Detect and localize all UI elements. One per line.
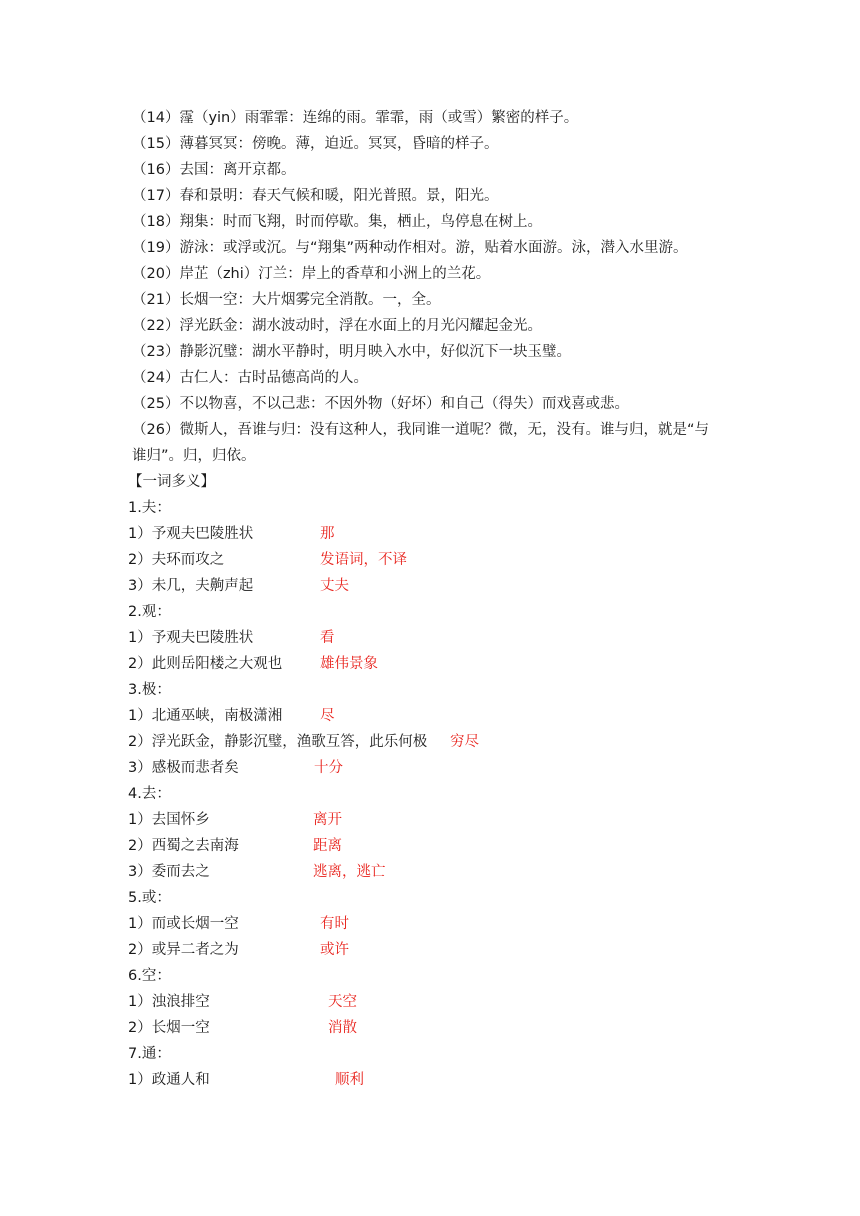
note-line: （17）春和景明：春天气候和暖，阳光普照。景，阳光。 <box>132 188 499 204</box>
word-heading: 2.观： <box>128 604 171 620</box>
note-line-continuation: 谁归”。归，归依。 <box>132 448 256 464</box>
usage-row <box>128 859 548 885</box>
usage-term: 1）予观夫巴陵胜状 <box>128 630 254 646</box>
note-line: （25）不以物喜，不以己悲：不因外物（好坏）和自己（得失）而戏喜或悲。 <box>132 396 629 412</box>
note-line: （14）霪（yin）雨霏霏：连绵的雨。霏霏，雨（或雪）繁密的样子。 <box>132 110 579 126</box>
usage-row <box>128 521 548 547</box>
section-title: 【一词多义】 <box>128 474 215 490</box>
usage-term: 3）未几，夫齁声起 <box>128 578 254 594</box>
word-heading: 3.极： <box>128 682 171 698</box>
usage-answer: 丈夫 <box>320 578 349 594</box>
usage-term: 1）予观夫巴陵胜状 <box>128 526 254 542</box>
note-line: （24）古仁人：古时品德高尚的人。 <box>132 370 368 386</box>
usage-answer: 那 <box>320 526 335 542</box>
usage-answer: 看 <box>320 630 335 646</box>
usage-row <box>128 703 548 729</box>
usage-answer: 雄伟景象 <box>320 656 378 672</box>
usage-answer: 穷尽 <box>450 734 479 750</box>
usage-row <box>128 807 548 833</box>
usage-term: 2）此则岳阳楼之大观也 <box>128 656 283 672</box>
usage-term: 2）西蜀之去南海 <box>128 838 239 854</box>
usage-answer: 尽 <box>320 708 335 724</box>
usage-row <box>128 911 548 937</box>
usage-answer: 逃离，逃亡 <box>313 864 386 880</box>
note-line: （19）游泳：或浮或沉。与“翔集”两种动作相对。游，贴着水面游。泳，潜入水里游。 <box>132 240 688 256</box>
usage-row <box>128 755 548 781</box>
usage-term: 2）夫环而攻之 <box>128 552 225 568</box>
usage-answer: 离开 <box>313 812 342 828</box>
word-heading: 1.夫： <box>128 500 171 516</box>
word-heading: 5.或： <box>128 890 171 906</box>
usage-row <box>128 937 548 963</box>
usage-term: 1）去国怀乡 <box>128 812 210 828</box>
usage-answer: 顺利 <box>335 1072 364 1088</box>
usage-answer: 发语词，不译 <box>320 552 407 568</box>
usage-row <box>128 1067 548 1093</box>
usage-term: 1）浊浪排空 <box>128 994 210 1010</box>
usage-row <box>128 989 548 1015</box>
usage-term: 2）浮光跃金，静影沉璧，渔歌互答，此乐何极 <box>128 734 428 750</box>
usage-row <box>128 1015 548 1041</box>
note-line: （23）静影沉璧：湖水平静时，明月映入水中，好似沉下一块玉璧。 <box>132 344 571 360</box>
note-line: （26）微斯人，吾谁与归：没有这种人，我同谁一道呢？微，无，没有。谁与归，就是“与 <box>132 422 709 438</box>
note-line: （22）浮光跃金：湖水波动时，浮在水面上的月光闪耀起金光。 <box>132 318 542 334</box>
note-line: （21）长烟一空：大片烟雾完全消散。一，全。 <box>132 292 441 308</box>
usage-row <box>128 729 548 755</box>
usage-row <box>128 547 548 573</box>
word-heading: 6.空： <box>128 968 171 984</box>
word-heading: 4.去： <box>128 786 171 802</box>
usage-answer: 有时 <box>320 916 349 932</box>
usage-answer: 消散 <box>328 1020 357 1036</box>
note-line: （18）翔集：时而飞翔，时而停歇。集，栖止，鸟停息在树上。 <box>132 214 542 230</box>
usage-term: 2）或异二者之为 <box>128 942 239 958</box>
usage-answer: 距离 <box>313 838 342 854</box>
word-heading: 7.通： <box>128 1046 171 1062</box>
usage-term: 3）感极而悲者矣 <box>128 760 239 776</box>
usage-answer: 天空 <box>328 994 357 1010</box>
usage-row <box>128 625 548 651</box>
note-line: （15）薄暮冥冥：傍晚。薄，迫近。冥冥，昏暗的样子。 <box>132 136 499 152</box>
note-line: （16）去国：离开京都。 <box>132 162 296 178</box>
note-line: （20）岸芷（zhi）汀兰：岸上的香草和小洲上的兰花。 <box>132 266 491 282</box>
usage-answer: 或许 <box>320 942 349 958</box>
usage-row <box>128 573 548 599</box>
usage-term: 1）而或长烟一空 <box>128 916 239 932</box>
usage-row <box>128 651 548 677</box>
usage-row <box>128 833 548 859</box>
usage-answer: 十分 <box>314 760 343 776</box>
usage-term: 3）委而去之 <box>128 864 210 880</box>
usage-term: 2）长烟一空 <box>128 1020 210 1036</box>
usage-term: 1）北通巫峡，南极潇湘 <box>128 708 283 724</box>
usage-term: 1）政通人和 <box>128 1072 210 1088</box>
